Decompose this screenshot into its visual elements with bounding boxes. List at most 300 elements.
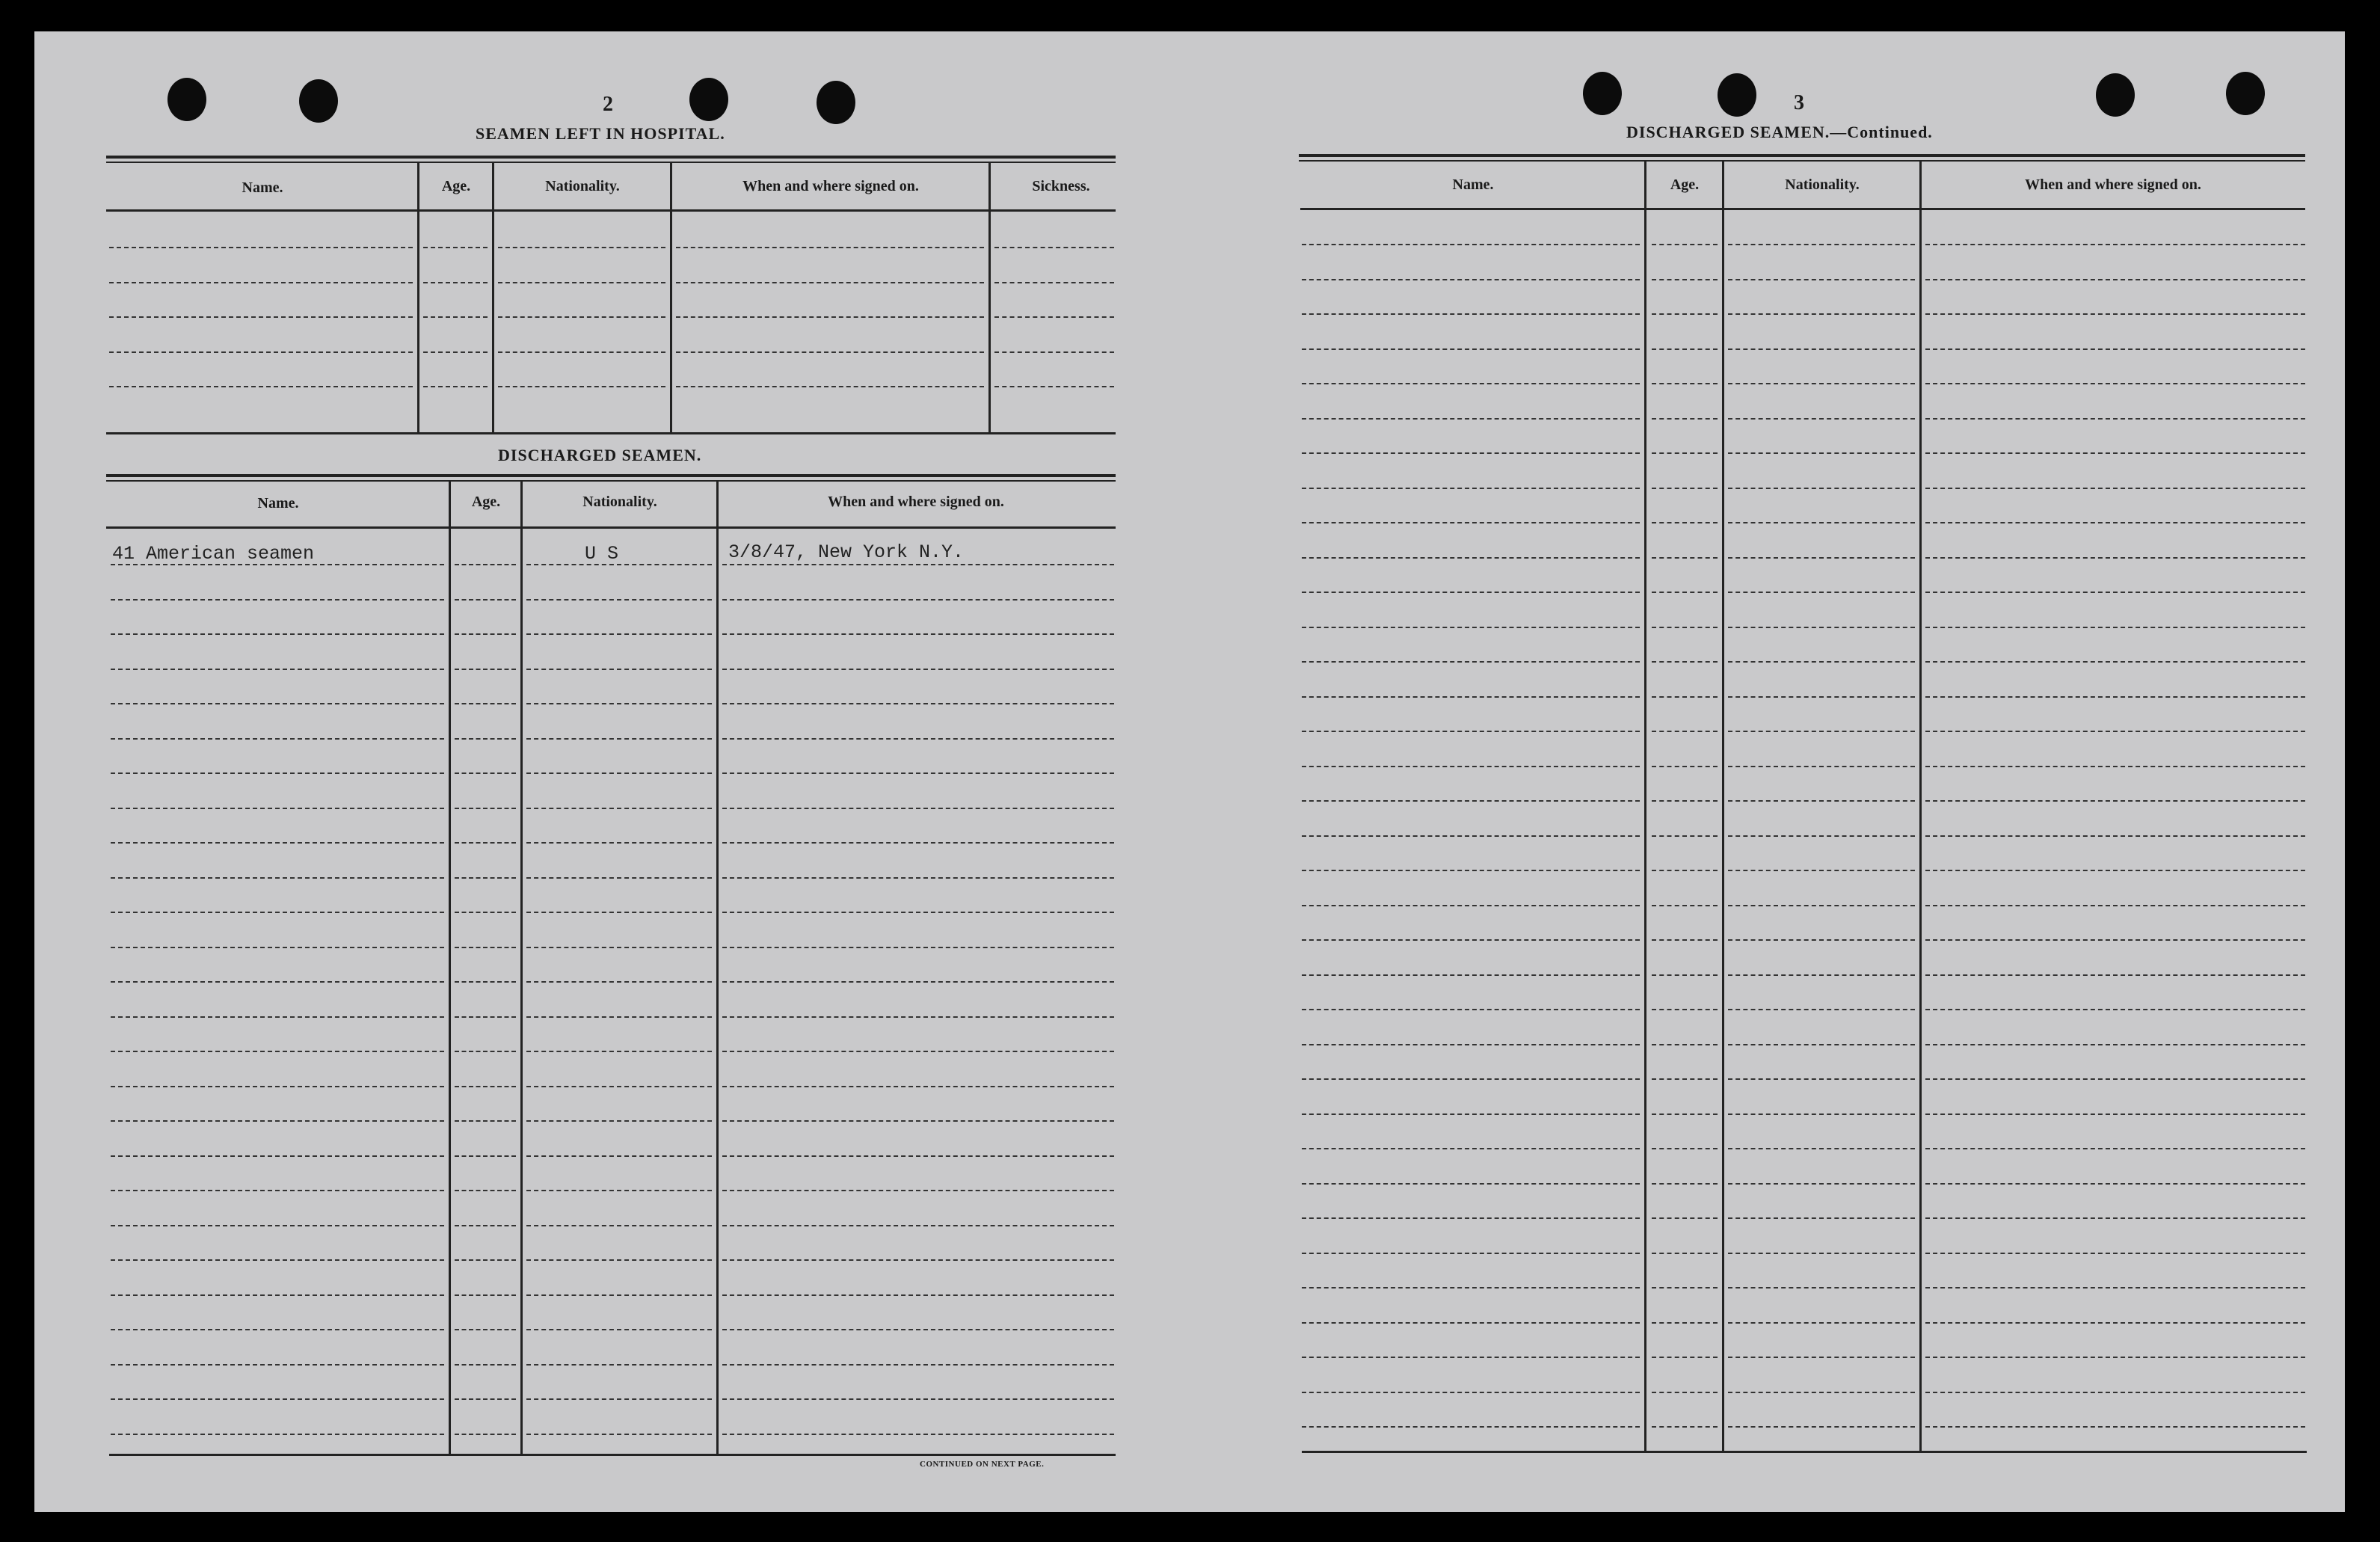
ruled-line	[455, 877, 516, 879]
ruled-line	[1302, 418, 1640, 420]
column-divider	[449, 482, 451, 1454]
left-page	[34, 31, 1190, 1512]
page-number: 3	[1794, 91, 1804, 114]
ruled-line	[423, 386, 488, 387]
ruled-line	[455, 703, 516, 704]
col-header-age: Age.	[441, 178, 471, 194]
ruled-line	[1728, 1009, 1915, 1010]
ruled-line	[676, 351, 984, 353]
ruled-line	[722, 1259, 1114, 1261]
ruled-line	[1728, 1426, 1915, 1428]
ruled-line	[1652, 452, 1718, 454]
ruled-line	[526, 1051, 712, 1052]
punch-hole	[167, 78, 206, 121]
ruled-line	[1302, 1217, 1640, 1219]
ruled-line	[1652, 1114, 1718, 1115]
ruled-line	[111, 772, 444, 774]
ruled-line	[526, 1120, 712, 1122]
ruled-line	[1728, 800, 1915, 802]
ruled-line	[1728, 279, 1915, 280]
ruled-line	[1302, 557, 1640, 559]
ruled-line	[1728, 1183, 1915, 1185]
column-divider	[1919, 162, 1922, 1451]
ruled-line	[111, 1016, 444, 1018]
ruled-line	[1652, 522, 1718, 523]
ruled-line	[111, 1364, 444, 1366]
punch-hole	[2096, 73, 2135, 117]
ruled-line	[526, 947, 712, 948]
table-top-rule	[106, 156, 1116, 159]
ruled-line	[498, 351, 665, 353]
punch-hole	[1583, 72, 1622, 115]
ruled-line	[526, 1155, 712, 1157]
ruled-line	[526, 599, 712, 600]
ruled-line	[722, 1120, 1114, 1122]
ruled-line	[1728, 418, 1915, 420]
ruled-line	[722, 1016, 1114, 1018]
ruled-line	[526, 912, 712, 913]
ruled-line	[526, 981, 712, 983]
column-divider	[670, 163, 672, 432]
ruled-line	[1925, 1044, 2305, 1045]
ruled-line	[455, 1434, 516, 1435]
ruled-line	[455, 564, 516, 565]
ruled-line	[1652, 731, 1718, 732]
column-divider	[716, 482, 719, 1454]
discharged-nationality-cell: U S	[585, 543, 619, 565]
ruled-line	[1728, 1114, 1915, 1115]
ruled-line	[1925, 279, 2305, 280]
column-divider	[988, 163, 991, 432]
ruled-line	[1302, 522, 1640, 523]
ruled-line	[526, 1294, 712, 1296]
ruled-line	[1302, 974, 1640, 976]
ruled-line	[722, 1051, 1114, 1052]
ruled-line	[455, 1294, 516, 1296]
ruled-line	[526, 772, 712, 774]
ruled-line	[111, 1051, 444, 1052]
ruled-line	[1728, 905, 1915, 906]
ruled-line	[111, 912, 444, 913]
ruled-line	[109, 316, 413, 318]
ruled-line	[455, 1120, 516, 1122]
ruled-line	[1302, 383, 1640, 384]
ruled-line	[526, 1259, 712, 1261]
ruled-line	[1652, 1253, 1718, 1254]
ruled-line	[111, 1259, 444, 1261]
ruled-line	[1652, 348, 1718, 350]
ruled-line	[1652, 1392, 1718, 1393]
ruled-line	[1302, 1078, 1640, 1080]
ruled-line	[722, 947, 1114, 948]
ruled-line	[526, 1016, 712, 1018]
punch-hole	[689, 78, 728, 121]
discharged-signed-on-cell: 3/8/47, New York N.Y.	[728, 541, 965, 563]
ruled-line	[1652, 800, 1718, 802]
ruled-line	[111, 1155, 444, 1157]
ruled-line	[1728, 731, 1915, 732]
column-divider	[1722, 162, 1724, 1451]
ruled-line	[1302, 488, 1640, 489]
ruled-line	[1652, 627, 1718, 628]
ruled-line	[1925, 974, 2305, 976]
ruled-line	[455, 1398, 516, 1400]
ruled-line	[722, 912, 1114, 913]
table-top-rule	[106, 474, 1116, 477]
ruled-line	[1302, 939, 1640, 941]
col-header-signed-on: When and where signed on.	[2025, 176, 2201, 193]
ruled-line	[1925, 418, 2305, 420]
ruled-line	[1925, 1183, 2305, 1185]
ruled-line	[722, 1190, 1114, 1191]
col-header-age: Age.	[471, 494, 501, 510]
table-top-rule	[1299, 160, 2305, 162]
ruled-line	[455, 669, 516, 670]
col-header-name: Name.	[257, 495, 299, 512]
ruled-line	[111, 738, 444, 740]
ruled-line	[111, 877, 444, 879]
ruled-line	[1728, 244, 1915, 245]
ruled-line	[1652, 1009, 1718, 1010]
ruled-line	[1728, 557, 1915, 559]
ruled-line	[1728, 1287, 1915, 1288]
punch-hole	[299, 79, 338, 123]
ruled-line	[722, 1329, 1114, 1330]
ruled-line	[1728, 1044, 1915, 1045]
ruled-line	[1652, 383, 1718, 384]
ruled-line	[1925, 870, 2305, 871]
ruled-line	[1925, 348, 2305, 350]
ruled-line	[1728, 313, 1915, 315]
ruled-line	[1925, 1217, 2305, 1219]
ruled-line	[1652, 1044, 1718, 1045]
ruled-line	[1925, 1392, 2305, 1393]
ruled-line	[1728, 592, 1915, 593]
ruled-line	[423, 316, 488, 318]
ruled-line	[1652, 870, 1718, 871]
ruled-line	[455, 1329, 516, 1330]
col-header-sickness: Sickness.	[1032, 178, 1090, 194]
col-header-age: Age.	[1670, 176, 1700, 193]
discharged-name-cell: 41 American seamen	[112, 543, 315, 565]
table-bottom-rule	[1302, 1451, 2307, 1453]
ruled-line	[722, 669, 1114, 670]
ruled-line	[722, 703, 1114, 704]
ruled-line	[722, 772, 1114, 774]
ruled-line	[109, 247, 413, 248]
ruled-line	[722, 1086, 1114, 1087]
ruled-line	[455, 1155, 516, 1157]
ruled-line	[1302, 800, 1640, 802]
ruled-line	[1925, 1114, 2305, 1115]
ruled-line	[455, 1086, 516, 1087]
ruled-line	[722, 981, 1114, 983]
ruled-line	[1652, 696, 1718, 698]
right-page	[1190, 31, 2345, 1512]
ruled-line	[1302, 1009, 1640, 1010]
ruled-line	[1302, 1357, 1640, 1358]
ruled-line	[1652, 1217, 1718, 1219]
ruled-line	[722, 877, 1114, 879]
ruled-line	[1652, 557, 1718, 559]
ruled-line	[526, 564, 712, 565]
discharged-continued-title: DISCHARGED SEAMEN.—Continued.	[1626, 123, 1933, 141]
ruled-line	[1925, 696, 2305, 698]
ruled-line	[722, 564, 1114, 565]
ruled-line	[1728, 1253, 1915, 1254]
ruled-line	[722, 1364, 1114, 1366]
col-header-name: Name.	[242, 179, 283, 196]
ruled-line	[1925, 313, 2305, 315]
ruled-line	[526, 633, 712, 635]
ruled-line	[676, 247, 984, 248]
ruled-line	[526, 842, 712, 844]
ruled-line	[1925, 383, 2305, 384]
ruled-line	[1302, 1426, 1640, 1428]
ruled-line	[1302, 1114, 1640, 1115]
ruled-line	[1302, 905, 1640, 906]
header-bottom-rule	[106, 526, 1116, 529]
ruled-line	[1925, 661, 2305, 663]
punch-hole	[817, 81, 855, 124]
ruled-line	[994, 282, 1114, 283]
ruled-line	[455, 981, 516, 983]
ruled-line	[994, 386, 1114, 387]
ruled-line	[676, 386, 984, 387]
ruled-line	[1302, 696, 1640, 698]
ruled-line	[722, 599, 1114, 600]
ruled-line	[1652, 244, 1718, 245]
ruled-line	[1302, 766, 1640, 767]
ruled-line	[109, 351, 413, 353]
ruled-line	[111, 564, 444, 565]
ruled-line	[1728, 661, 1915, 663]
ruled-line	[498, 282, 665, 283]
ruled-line	[1925, 1357, 2305, 1358]
ruled-line	[1728, 627, 1915, 628]
ruled-line	[526, 877, 712, 879]
ruled-line	[722, 808, 1114, 809]
ruled-line	[1728, 870, 1915, 871]
ruled-line	[111, 1398, 444, 1400]
ruled-line	[1925, 1078, 2305, 1080]
ruled-line	[1302, 1322, 1640, 1324]
ruled-line	[1652, 1287, 1718, 1288]
punch-hole	[2226, 72, 2265, 115]
ruled-line	[1728, 696, 1915, 698]
ruled-line	[1302, 870, 1640, 871]
col-header-nationality: Nationality.	[545, 178, 620, 194]
ruled-line	[722, 1294, 1114, 1296]
discharged-section-title: DISCHARGED SEAMEN.	[498, 446, 702, 464]
table-bottom-rule	[106, 432, 1116, 434]
ruled-line	[722, 1434, 1114, 1435]
ruled-line	[109, 282, 413, 283]
ruled-line	[526, 1190, 712, 1191]
ruled-line	[1302, 348, 1640, 350]
ruled-line	[455, 1051, 516, 1052]
ruled-line	[994, 247, 1114, 248]
ruled-line	[1728, 522, 1915, 523]
ruled-line	[455, 633, 516, 635]
ruled-line	[994, 351, 1114, 353]
ruled-line	[1925, 557, 2305, 559]
ruled-line	[1652, 488, 1718, 489]
header-bottom-rule	[1300, 208, 2305, 210]
ruled-line	[1652, 1426, 1718, 1428]
ruled-line	[1652, 418, 1718, 420]
ruled-line	[111, 981, 444, 983]
ruled-line	[1652, 974, 1718, 976]
ruled-line	[1652, 592, 1718, 593]
table-top-rule	[106, 480, 1116, 482]
ruled-line	[498, 316, 665, 318]
ruled-line	[455, 808, 516, 809]
column-divider	[520, 482, 523, 1454]
ruled-line	[1302, 731, 1640, 732]
ruled-line	[498, 247, 665, 248]
ruled-line	[1925, 1253, 2305, 1254]
ruled-line	[722, 1225, 1114, 1226]
ruled-line	[111, 1225, 444, 1226]
ruled-line	[1728, 1357, 1915, 1358]
ruled-line	[526, 1329, 712, 1330]
ruled-line	[1652, 1183, 1718, 1185]
ruled-line	[1652, 1078, 1718, 1080]
table-bottom-rule	[109, 1454, 1116, 1456]
ruled-line	[526, 1086, 712, 1087]
ruled-line	[455, 947, 516, 948]
ruled-line	[1728, 452, 1915, 454]
ruled-line	[111, 599, 444, 600]
ruled-line	[1925, 1322, 2305, 1324]
ruled-line	[111, 633, 444, 635]
ruled-line	[722, 633, 1114, 635]
ruled-line	[1728, 766, 1915, 767]
ruled-line	[1652, 835, 1718, 837]
ruled-line	[526, 1398, 712, 1400]
ruled-line	[1728, 1078, 1915, 1080]
ruled-line	[1925, 452, 2305, 454]
col-header-nationality: Nationality.	[582, 494, 657, 510]
column-divider	[492, 163, 494, 432]
ruled-line	[526, 1225, 712, 1226]
ruled-line	[526, 1434, 712, 1435]
ruled-line	[455, 599, 516, 600]
ruled-line	[1925, 1148, 2305, 1149]
ruled-line	[1925, 939, 2305, 941]
ruled-line	[111, 842, 444, 844]
ruled-line	[722, 842, 1114, 844]
ruled-line	[111, 1190, 444, 1191]
page-number: 2	[603, 93, 613, 116]
ruled-line	[526, 703, 712, 704]
ruled-line	[1728, 1148, 1915, 1149]
ruled-line	[1652, 905, 1718, 906]
ruled-line	[526, 1364, 712, 1366]
ruled-line	[1925, 244, 2305, 245]
ruled-line	[1302, 1392, 1640, 1393]
ruled-line	[526, 738, 712, 740]
ruled-line	[455, 1225, 516, 1226]
ruled-line	[423, 247, 488, 248]
ruled-line	[455, 1190, 516, 1191]
ruled-line	[111, 947, 444, 948]
hospital-section-title: SEAMEN LEFT IN HOSPITAL.	[476, 124, 725, 143]
ruled-line	[1652, 661, 1718, 663]
ruled-line	[722, 1398, 1114, 1400]
ruled-line	[1728, 835, 1915, 837]
ruled-line	[455, 842, 516, 844]
ruled-line	[1652, 939, 1718, 941]
ruled-line	[455, 738, 516, 740]
ruled-line	[1925, 905, 2305, 906]
ruled-line	[1652, 1148, 1718, 1149]
ruled-line	[1652, 766, 1718, 767]
ruled-line	[1728, 1322, 1915, 1324]
ruled-line	[111, 703, 444, 704]
ruled-line	[1925, 1426, 2305, 1428]
ruled-line	[111, 1434, 444, 1435]
ruled-line	[1652, 1357, 1718, 1358]
ruled-line	[1925, 488, 2305, 489]
ruled-line	[1925, 835, 2305, 837]
ruled-line	[1925, 731, 2305, 732]
ruled-line	[455, 1259, 516, 1261]
ruled-line	[1302, 1044, 1640, 1045]
ruled-line	[1728, 939, 1915, 941]
ruled-line	[1302, 661, 1640, 663]
ruled-line	[1652, 1322, 1718, 1324]
ruled-line	[722, 1155, 1114, 1157]
ruled-line	[455, 912, 516, 913]
ruled-line	[1925, 627, 2305, 628]
ruled-line	[1302, 1183, 1640, 1185]
ruled-line	[111, 1120, 444, 1122]
col-header-nationality: Nationality.	[1785, 176, 1860, 193]
column-divider	[417, 163, 419, 432]
table-top-rule	[106, 162, 1116, 163]
punch-hole	[1718, 73, 1756, 117]
ruled-line	[455, 1364, 516, 1366]
ruled-line	[722, 738, 1114, 740]
ruled-line	[1302, 592, 1640, 593]
ruled-line	[111, 1086, 444, 1087]
ruled-line	[1925, 1009, 2305, 1010]
ruled-line	[1302, 279, 1640, 280]
ruled-line	[1925, 592, 2305, 593]
ruled-line	[1652, 279, 1718, 280]
ruled-line	[526, 669, 712, 670]
ruled-line	[111, 1294, 444, 1296]
ruled-line	[1925, 766, 2305, 767]
ruled-line	[1925, 522, 2305, 523]
ruled-line	[1302, 452, 1640, 454]
ruled-line	[1302, 244, 1640, 245]
col-header-name: Name.	[1452, 176, 1494, 193]
ruled-line	[111, 669, 444, 670]
ruled-line	[1728, 348, 1915, 350]
ruled-line	[1302, 835, 1640, 837]
ruled-line	[109, 386, 413, 387]
ruled-line	[111, 1329, 444, 1330]
ruled-line	[676, 316, 984, 318]
ruled-line	[1925, 800, 2305, 802]
ruled-line	[111, 808, 444, 809]
column-divider	[1644, 162, 1646, 1451]
col-header-signed-on: When and where signed on.	[828, 494, 1004, 510]
ruled-line	[1728, 488, 1915, 489]
